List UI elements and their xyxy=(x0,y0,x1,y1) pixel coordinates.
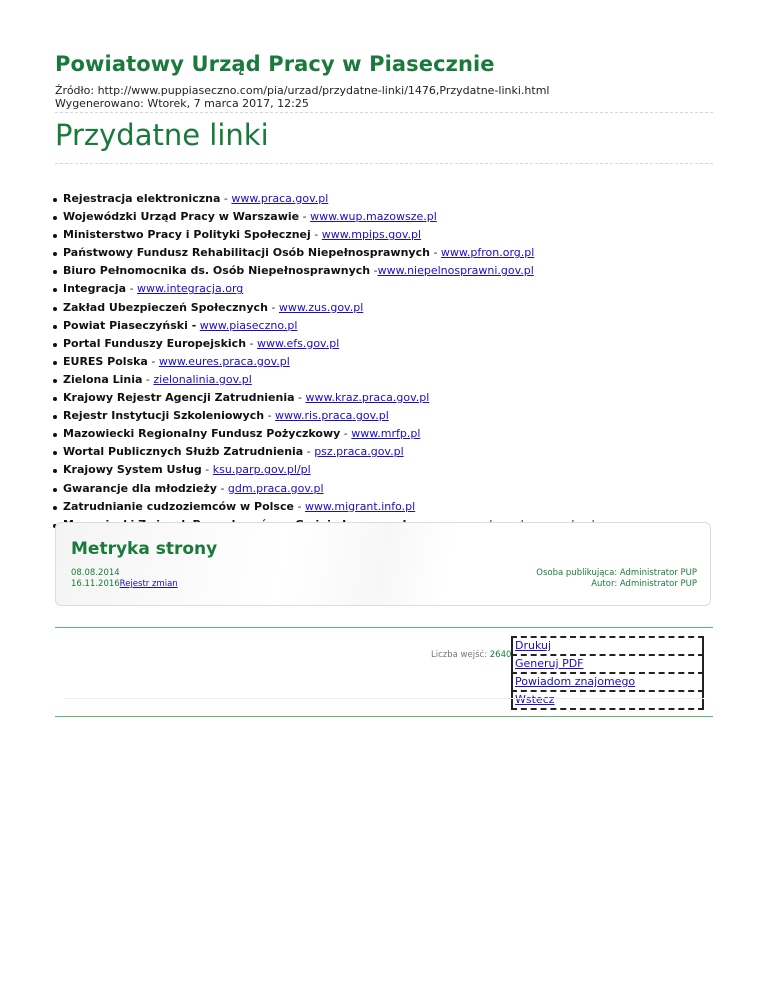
print-meta xyxy=(55,84,549,110)
link-url[interactable]: www.kraz.praca.gov.pl xyxy=(305,391,430,405)
list-item xyxy=(45,335,595,353)
link-url[interactable]: www.zus.gov.pl xyxy=(278,300,364,314)
link-separator: - xyxy=(267,300,279,314)
link-url[interactable]: www.pfron.org.pl xyxy=(440,246,535,260)
list-item xyxy=(45,371,595,389)
list-item xyxy=(45,317,595,335)
list-item xyxy=(45,280,595,298)
link-url[interactable]: www.praca.gov.pl xyxy=(231,192,329,205)
link-url[interactable]: www.niepelnosprawni.gov.pl xyxy=(377,264,534,278)
link-separator: - xyxy=(264,409,276,423)
list-item xyxy=(45,262,595,280)
link-title: Wojewódzki Urząd Pracy w Warszawie xyxy=(63,210,300,224)
date-modified-row xyxy=(71,579,178,590)
list-item xyxy=(45,425,595,443)
site-title: Powiatowy Urząd Pracy w Piasecznie xyxy=(55,52,495,76)
bullet-icon xyxy=(53,325,57,329)
link-title: Powiat Piaseczyński - xyxy=(63,318,197,332)
visit-counter xyxy=(431,650,511,660)
link-separator: - xyxy=(340,427,352,441)
link-separator: - xyxy=(126,282,138,296)
link-title: Rejestracja elektroniczna xyxy=(63,192,221,205)
list-item xyxy=(45,480,595,498)
link-separator: - xyxy=(216,481,228,495)
link-title: Integracja xyxy=(63,282,127,296)
link-url[interactable]: www.mrfp.pl xyxy=(351,427,421,441)
link-title: Zakład Ubezpieczeń Społecznych xyxy=(63,300,268,314)
list-item xyxy=(45,190,595,208)
link-separator: - xyxy=(299,210,311,224)
list-item xyxy=(45,353,595,371)
link-url[interactable]: ksu.parp.gov.pl/pl xyxy=(212,463,311,477)
bullet-icon xyxy=(53,270,57,274)
source-line: Źródło: http://www.puppiaseczno.com/pia/urzad/przydatne-linki/1476,Przydatne-linki.html xyxy=(55,84,550,97)
bullet-icon xyxy=(53,234,57,238)
links-list xyxy=(45,190,595,534)
link-title: Portal Funduszy Europejskich xyxy=(63,336,247,350)
bullet-icon xyxy=(53,397,57,401)
link-title: Gwarancje dla młodzieży xyxy=(63,481,217,495)
link-title: Zatrudnianie cudzoziemców w Polsce xyxy=(63,499,294,513)
metric-people xyxy=(536,568,697,590)
link-title: Zielona Linia xyxy=(63,372,143,386)
link-separator: - xyxy=(303,445,315,459)
link-title: Rejestr Instytucji Szkoleniowych xyxy=(63,409,265,423)
list-item xyxy=(45,407,595,425)
changes-register-link[interactable]: Rejestr zmian xyxy=(119,579,178,589)
bullet-icon xyxy=(53,343,57,347)
list-item xyxy=(45,461,595,479)
visits-label: Liczba wejść: xyxy=(431,650,490,660)
list-item xyxy=(45,498,595,516)
bullet-icon xyxy=(53,433,57,437)
bullet-icon xyxy=(53,451,57,455)
bullet-icon xyxy=(53,288,57,292)
link-url[interactable]: zielonalinia.gov.pl xyxy=(153,372,252,386)
list-item xyxy=(45,208,595,226)
link-separator: - xyxy=(370,264,378,278)
date-modified: 16.11.2016 xyxy=(71,579,120,589)
list-item xyxy=(45,244,595,262)
metric-dates xyxy=(71,568,178,590)
bullet-icon xyxy=(53,488,57,492)
generated-line: Wygenerowano: Wtorek, 7 marca 2017, 12:25 xyxy=(55,97,309,110)
link-title: Krajowy Rejestr Agencji Zatrudnienia xyxy=(63,391,295,405)
visits-count: 2640 xyxy=(489,650,512,660)
date-created: 08.08.2014 xyxy=(71,568,120,578)
back-link[interactable]: Wstecz xyxy=(511,690,704,710)
bullet-icon xyxy=(53,252,57,256)
link-url[interactable]: www.eures.praca.gov.pl xyxy=(158,354,290,368)
bullet-icon xyxy=(53,361,57,365)
link-title: Ministerstwo Pracy i Polityki Społecznej xyxy=(63,228,311,242)
notify-friend-link[interactable]: Powiadom znajomego xyxy=(511,672,704,690)
bullet-icon xyxy=(53,307,57,311)
footer-top-border xyxy=(55,627,713,628)
bullet-icon xyxy=(53,198,57,202)
link-url[interactable]: www.efs.gov.pl xyxy=(257,336,340,350)
link-separator: - xyxy=(429,246,441,260)
bullet-icon xyxy=(53,415,57,419)
footer-inner-border xyxy=(65,698,705,699)
link-separator: - xyxy=(294,391,306,405)
link-separator: - xyxy=(310,228,322,242)
page-metric-box xyxy=(55,522,711,606)
bullet-icon xyxy=(53,379,57,383)
divider xyxy=(55,112,713,113)
generate-pdf-link[interactable]: Generuj PDF xyxy=(511,654,704,672)
divider xyxy=(55,163,713,164)
print-link[interactable]: Drukuj xyxy=(511,636,704,654)
list-item xyxy=(45,226,595,244)
link-url[interactable]: www.integracja.org xyxy=(137,282,244,296)
link-url[interactable]: www.wup.mazowsze.pl xyxy=(310,210,437,224)
bullet-icon xyxy=(53,216,57,220)
metric-title: Metryka strony xyxy=(71,539,218,559)
link-title: Biuro Pełnomocnika ds. Osób Niepełnosprawnych xyxy=(63,264,371,278)
link-separator: - xyxy=(201,463,213,477)
link-url[interactable]: gdm.praca.gov.pl xyxy=(227,481,324,495)
bullet-icon xyxy=(53,469,57,473)
link-title: Krajowy System Usług xyxy=(63,463,202,477)
link-title: Państwowy Fundusz Rehabilitacji Osób Niepełnosprawnych xyxy=(63,246,430,260)
link-title: Wortal Publicznych Służb Zatrudnienia xyxy=(63,445,304,459)
list-item xyxy=(45,443,595,461)
link-url[interactable]: www.piaseczno.pl xyxy=(199,318,298,332)
list-item xyxy=(45,389,595,407)
author: Autor: Administrator PUP xyxy=(591,579,697,589)
publisher: Osoba publikująca: Administrator PUP xyxy=(536,568,697,578)
page-title: Przydatne linki xyxy=(55,118,269,152)
link-title: Mazowiecki Regionalny Fundusz Pożyczkowy xyxy=(63,427,341,441)
link-url[interactable]: www.migrant.info.pl xyxy=(304,499,416,513)
link-title: EURES Polska xyxy=(63,354,148,368)
link-separator: - xyxy=(147,354,159,368)
link-separator: - xyxy=(220,192,232,205)
link-url[interactable]: www.mpips.gov.pl xyxy=(321,228,422,242)
bullet-icon xyxy=(53,506,57,510)
link-separator: - xyxy=(293,499,305,513)
link-separator: - xyxy=(142,372,154,386)
list-item xyxy=(45,299,595,317)
footer-bottom-border xyxy=(55,716,713,717)
link-separator: - xyxy=(246,336,257,350)
link-url[interactable]: www.ris.praca.gov.pl xyxy=(275,409,389,423)
link-url[interactable]: psz.praca.gov.pl xyxy=(314,445,404,459)
